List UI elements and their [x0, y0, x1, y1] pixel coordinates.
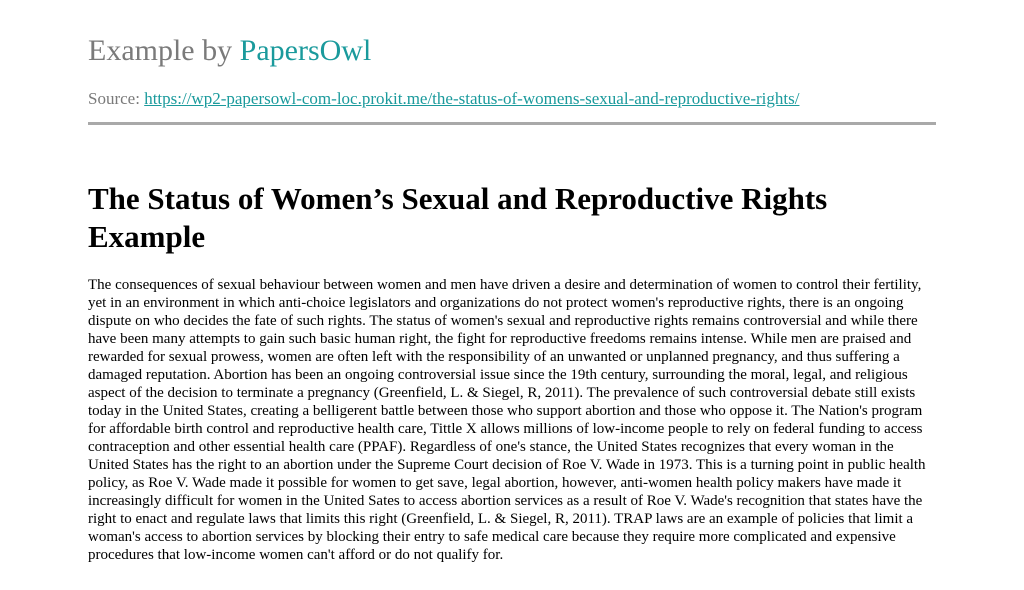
source-line — [88, 88, 799, 110]
source-link[interactable]: https://wp2-papersowl-com-loc.prokit.me/the-status-of-womens-sexual-and-reproductive-rights/ — [144, 89, 800, 108]
source-label: Source: — [88, 89, 145, 108]
brand-prefix: Example by — [88, 34, 240, 67]
brand-name: PapersOwl — [239, 34, 372, 67]
header-divider — [88, 122, 936, 125]
page-title: The Status of Women’s Sexual and Reproductive Rights Example — [88, 181, 828, 254]
brand-header — [88, 32, 371, 70]
article-body: The consequences of sexual behaviour between women and men have driven a desire and determination of women to control their fertility, yet in an environment in which anti-choice legislators and organizations do not protect women's reproductive rights, there is an ongoing dispute on who decides the fate of such rights. The status of women's sexual and reproductive rights remains controversial and while there have been many attempts to gain such basic human right, the fight for reproductive freedoms remains intense. While men are praised and rewarded for sexual prowess, women are often left with the responsibility of an unwanted or unplanned pregnancy, and thus suffering a damaged reputation. Abortion has been an ongoing controversial issue since the 19th century, surrounding the moral, legal, and religious aspect of the decision to terminate a pregnancy (Greenfield, L. & Siegel, R, 2011). The prevalence of such controversial debate still exists today in the United States, creating a belligerent battle between those who support abortion and those who oppose it. The Nation's program for affordable birth control and reproductive health care, Tittle X allows millions of low-income people to rely on federal funding to access contraception and other essential health care (PPAF). Regardless of one's stance, the United States recognizes that every woman in the United States has the right to an abortion under the Supreme Court decision of Roe V. Wade in 1973. This is a turning point in public health policy, as Roe V. Wade made it possible for women to get save, legal abortion, however, anti-women health policy makers have made it increasingly difficult for women in the United Sates to access abortion services as a result of Roe V. Wade's recognition that states have the right to enact and regulate laws that limits this right (Greenfield, L. & Siegel, R, 2011). TRAP laws are an example of policies that limit a woman's access to abortion services by blocking their entry to safe medical care because they require more complicated and expensive procedures that low-income women can't afford or do not qualify for. — [88, 277, 926, 563]
